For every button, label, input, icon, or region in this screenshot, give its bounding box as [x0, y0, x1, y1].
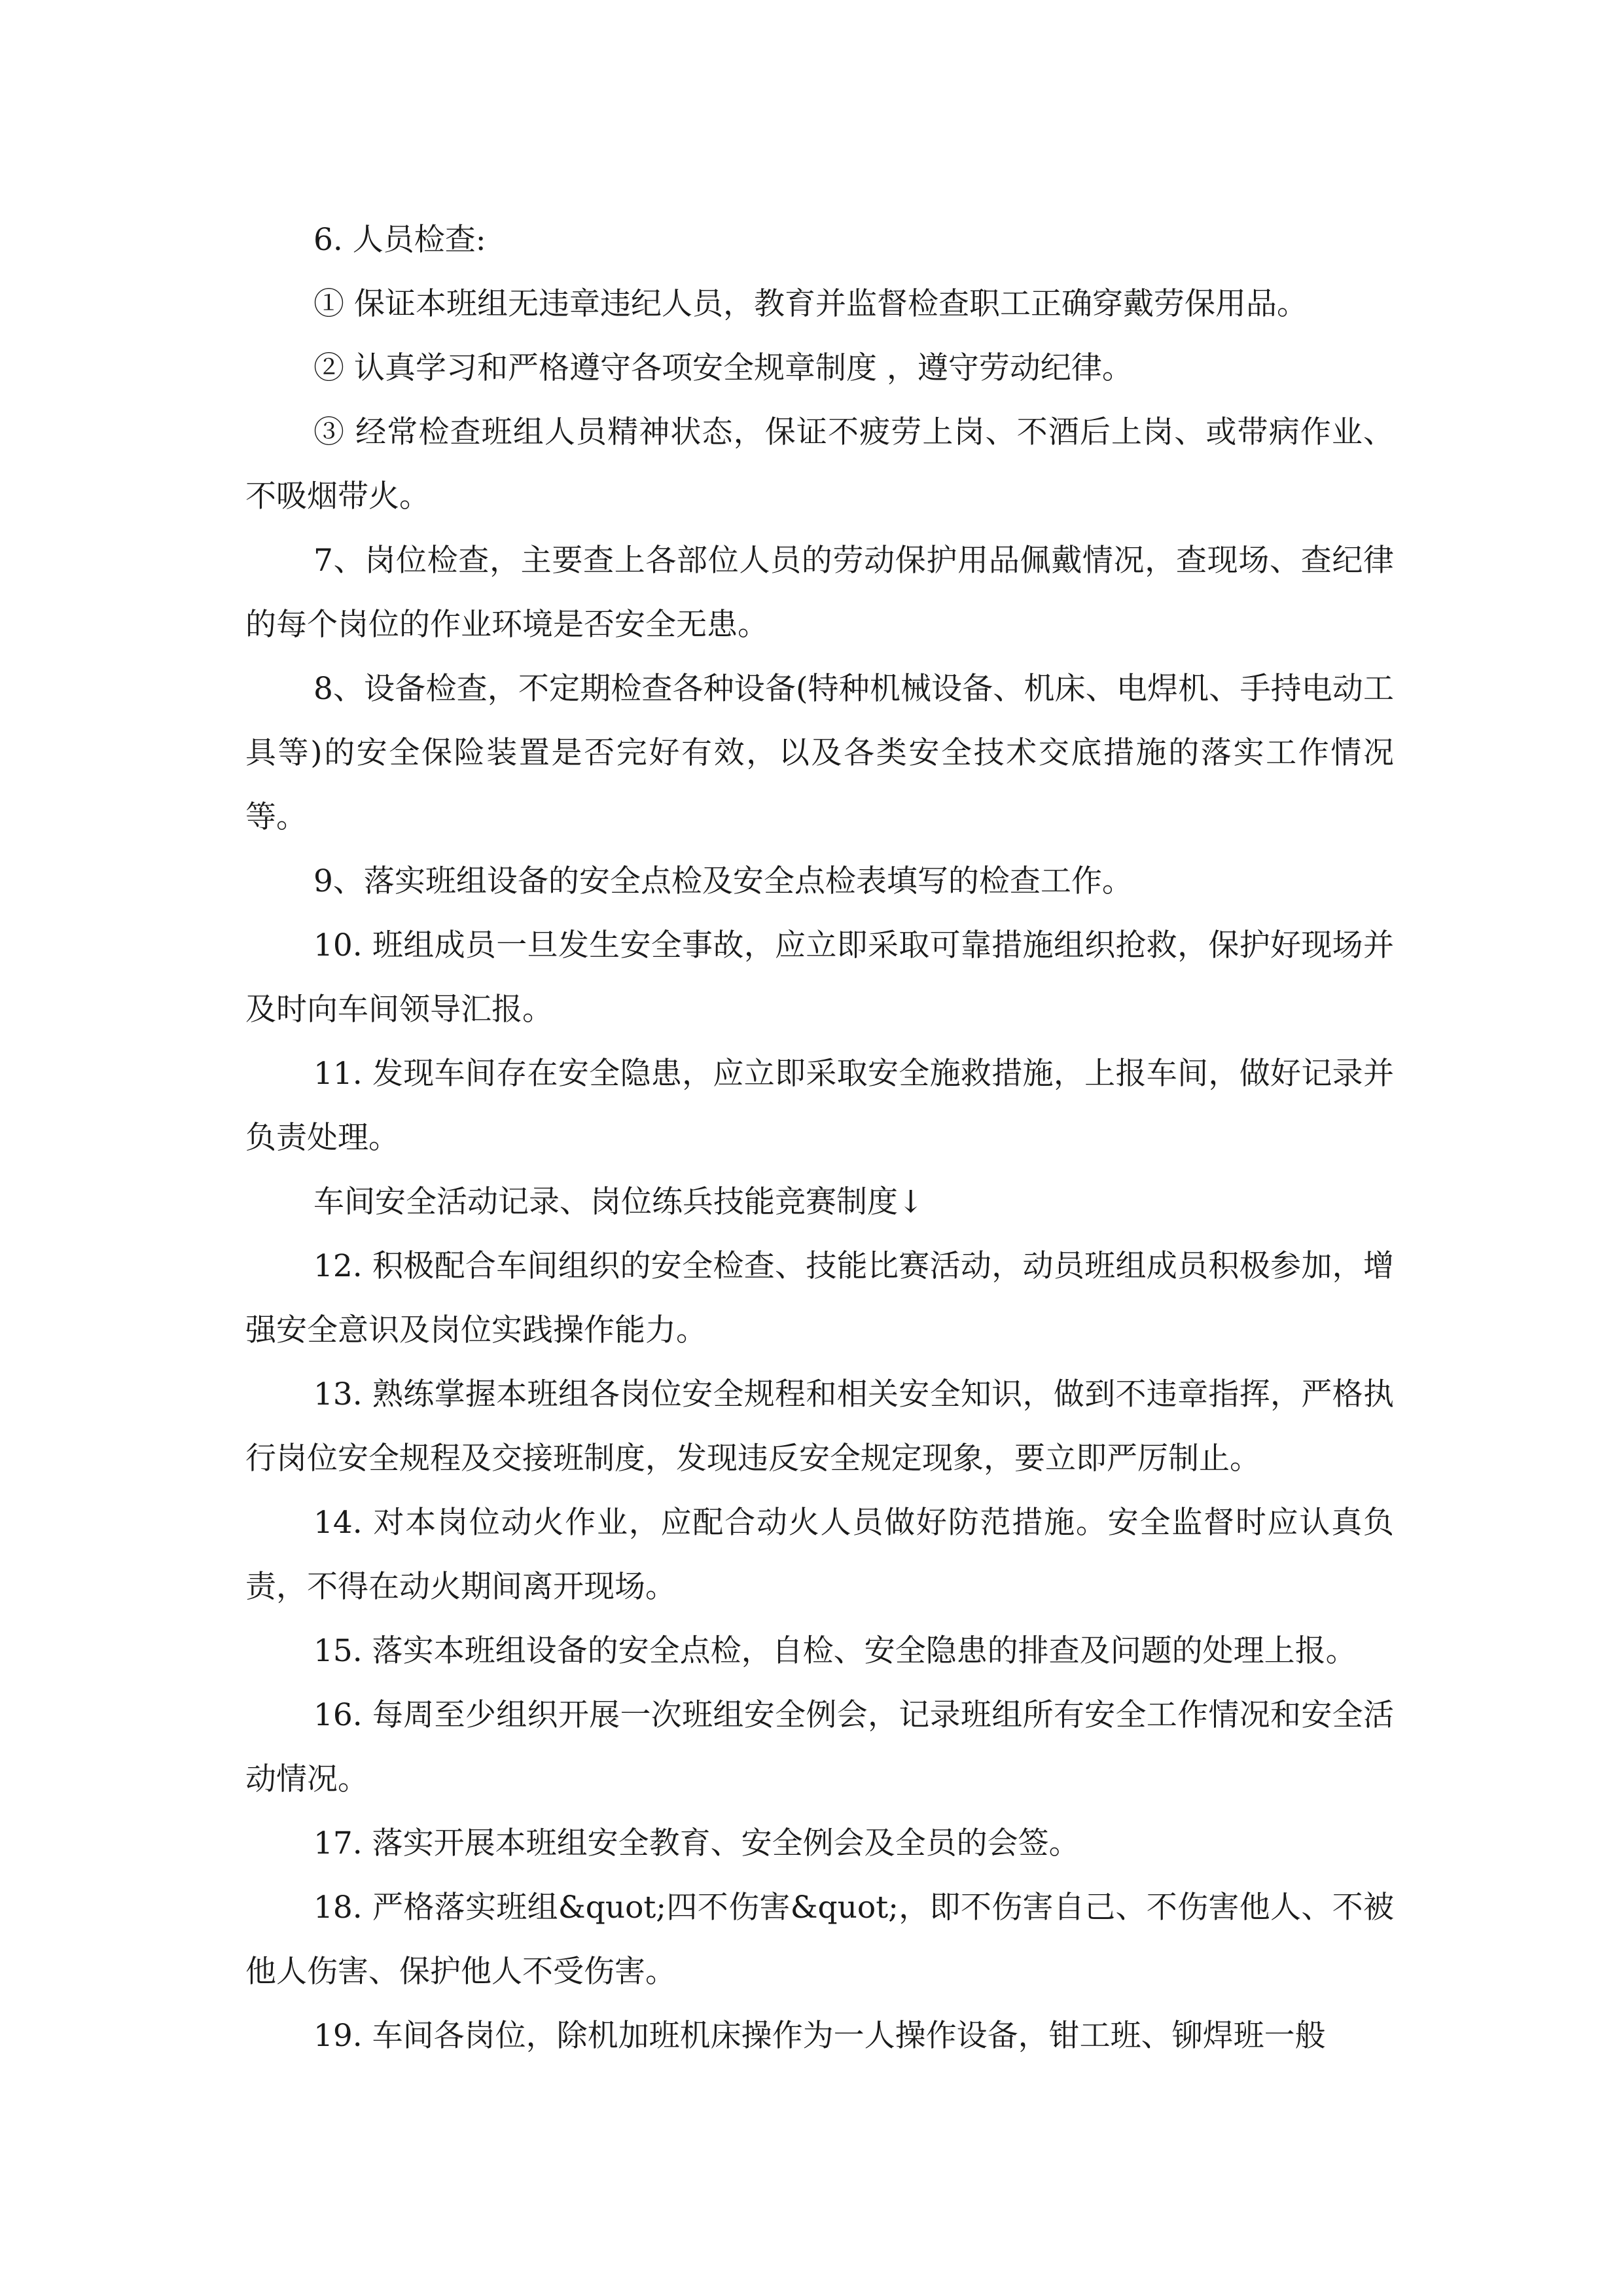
paragraph-item-3: ③ 经常检查班组人员精神状态，保证不疲劳上岗、不酒后上岗、或带病作业、不吸烟带火。	[245, 414, 1394, 514]
document-body	[245, 208, 1394, 2068]
paragraph-12: 12. 积极配合车间组织的安全检查、技能比赛活动，动员班组成员积极参加，增强安全意识及岗位实践操作能力。	[245, 1248, 1394, 1348]
paragraph-16: 16. 每周至少组织开展一次班组安全例会，记录班组所有安全工作情况和安全活动情况。	[245, 1697, 1394, 1797]
paragraph-11: 11. 发现车间存在安全隐患，应立即采取安全施救措施，上报车间，做好记录并负责处理。	[245, 1056, 1394, 1156]
paragraph-17: 17. 落实开展本班组安全教育、安全例会及全员的会签。	[313, 1825, 1080, 1861]
paragraph-13: 13. 熟练掌握本班组各岗位安全规程和相关安全知识，做到不违章指挥，严格执行岗位安全规程及交接班制度，发现违反安全规定现象，要立即严厉制止。	[245, 1376, 1394, 1477]
paragraph-8: 8、设备检查，不定期检查各种设备(特种机械设备、机床、电焊机、手持电动工具等)的安全保险装置是否完好有效，以及各类安全技术交底措施的落实工作情况等。	[245, 671, 1394, 835]
paragraph-item-1: ① 保证本班组无违章违纪人员，教育并监督检查职工正确穿戴劳保用品。	[313, 286, 1308, 322]
paragraph-18: 18. 严格落实班组&quot;四不伤害&quot;，即不伤害自己、不伤害他人、不被他人伤害、保护他人不受伤害。	[245, 1890, 1394, 1990]
section-heading: 车间安全活动记录、岗位练兵技能竞赛制度↓	[313, 1184, 924, 1220]
paragraph-19: 19. 车间各岗位，除机加班机床操作为一人操作设备，钳工班、铆焊班一般	[313, 2018, 1326, 2054]
paragraph-15: 15. 落实本班组设备的安全点检，自检、安全隐患的排查及问题的处理上报。	[313, 1633, 1357, 1669]
paragraph-14: 14. 对本岗位动火作业，应配合动火人员做好防范措施。安全监督时应认真负责，不得在动火期间离开现场。	[245, 1505, 1394, 1605]
paragraph-10: 10. 班组成员一旦发生安全事故，应立即采取可靠措施组织抢救，保护好现场并及时向车间领导汇报。	[245, 927, 1394, 1028]
paragraph-9: 9、落实班组设备的安全点检及安全点检表填写的检查工作。	[313, 863, 1133, 899]
paragraph-personnel-check-heading: 6. 人员检查:	[313, 222, 486, 258]
paragraph-7: 7、岗位检查，主要查上各部位人员的劳动保护用品佩戴情况，查现场、查纪律的每个岗位的作业环境是否安全无患。	[245, 543, 1394, 643]
paragraph-item-2: ② 认真学习和严格遵守各项安全规章制度 ，遵守劳动纪律。	[313, 350, 1133, 386]
